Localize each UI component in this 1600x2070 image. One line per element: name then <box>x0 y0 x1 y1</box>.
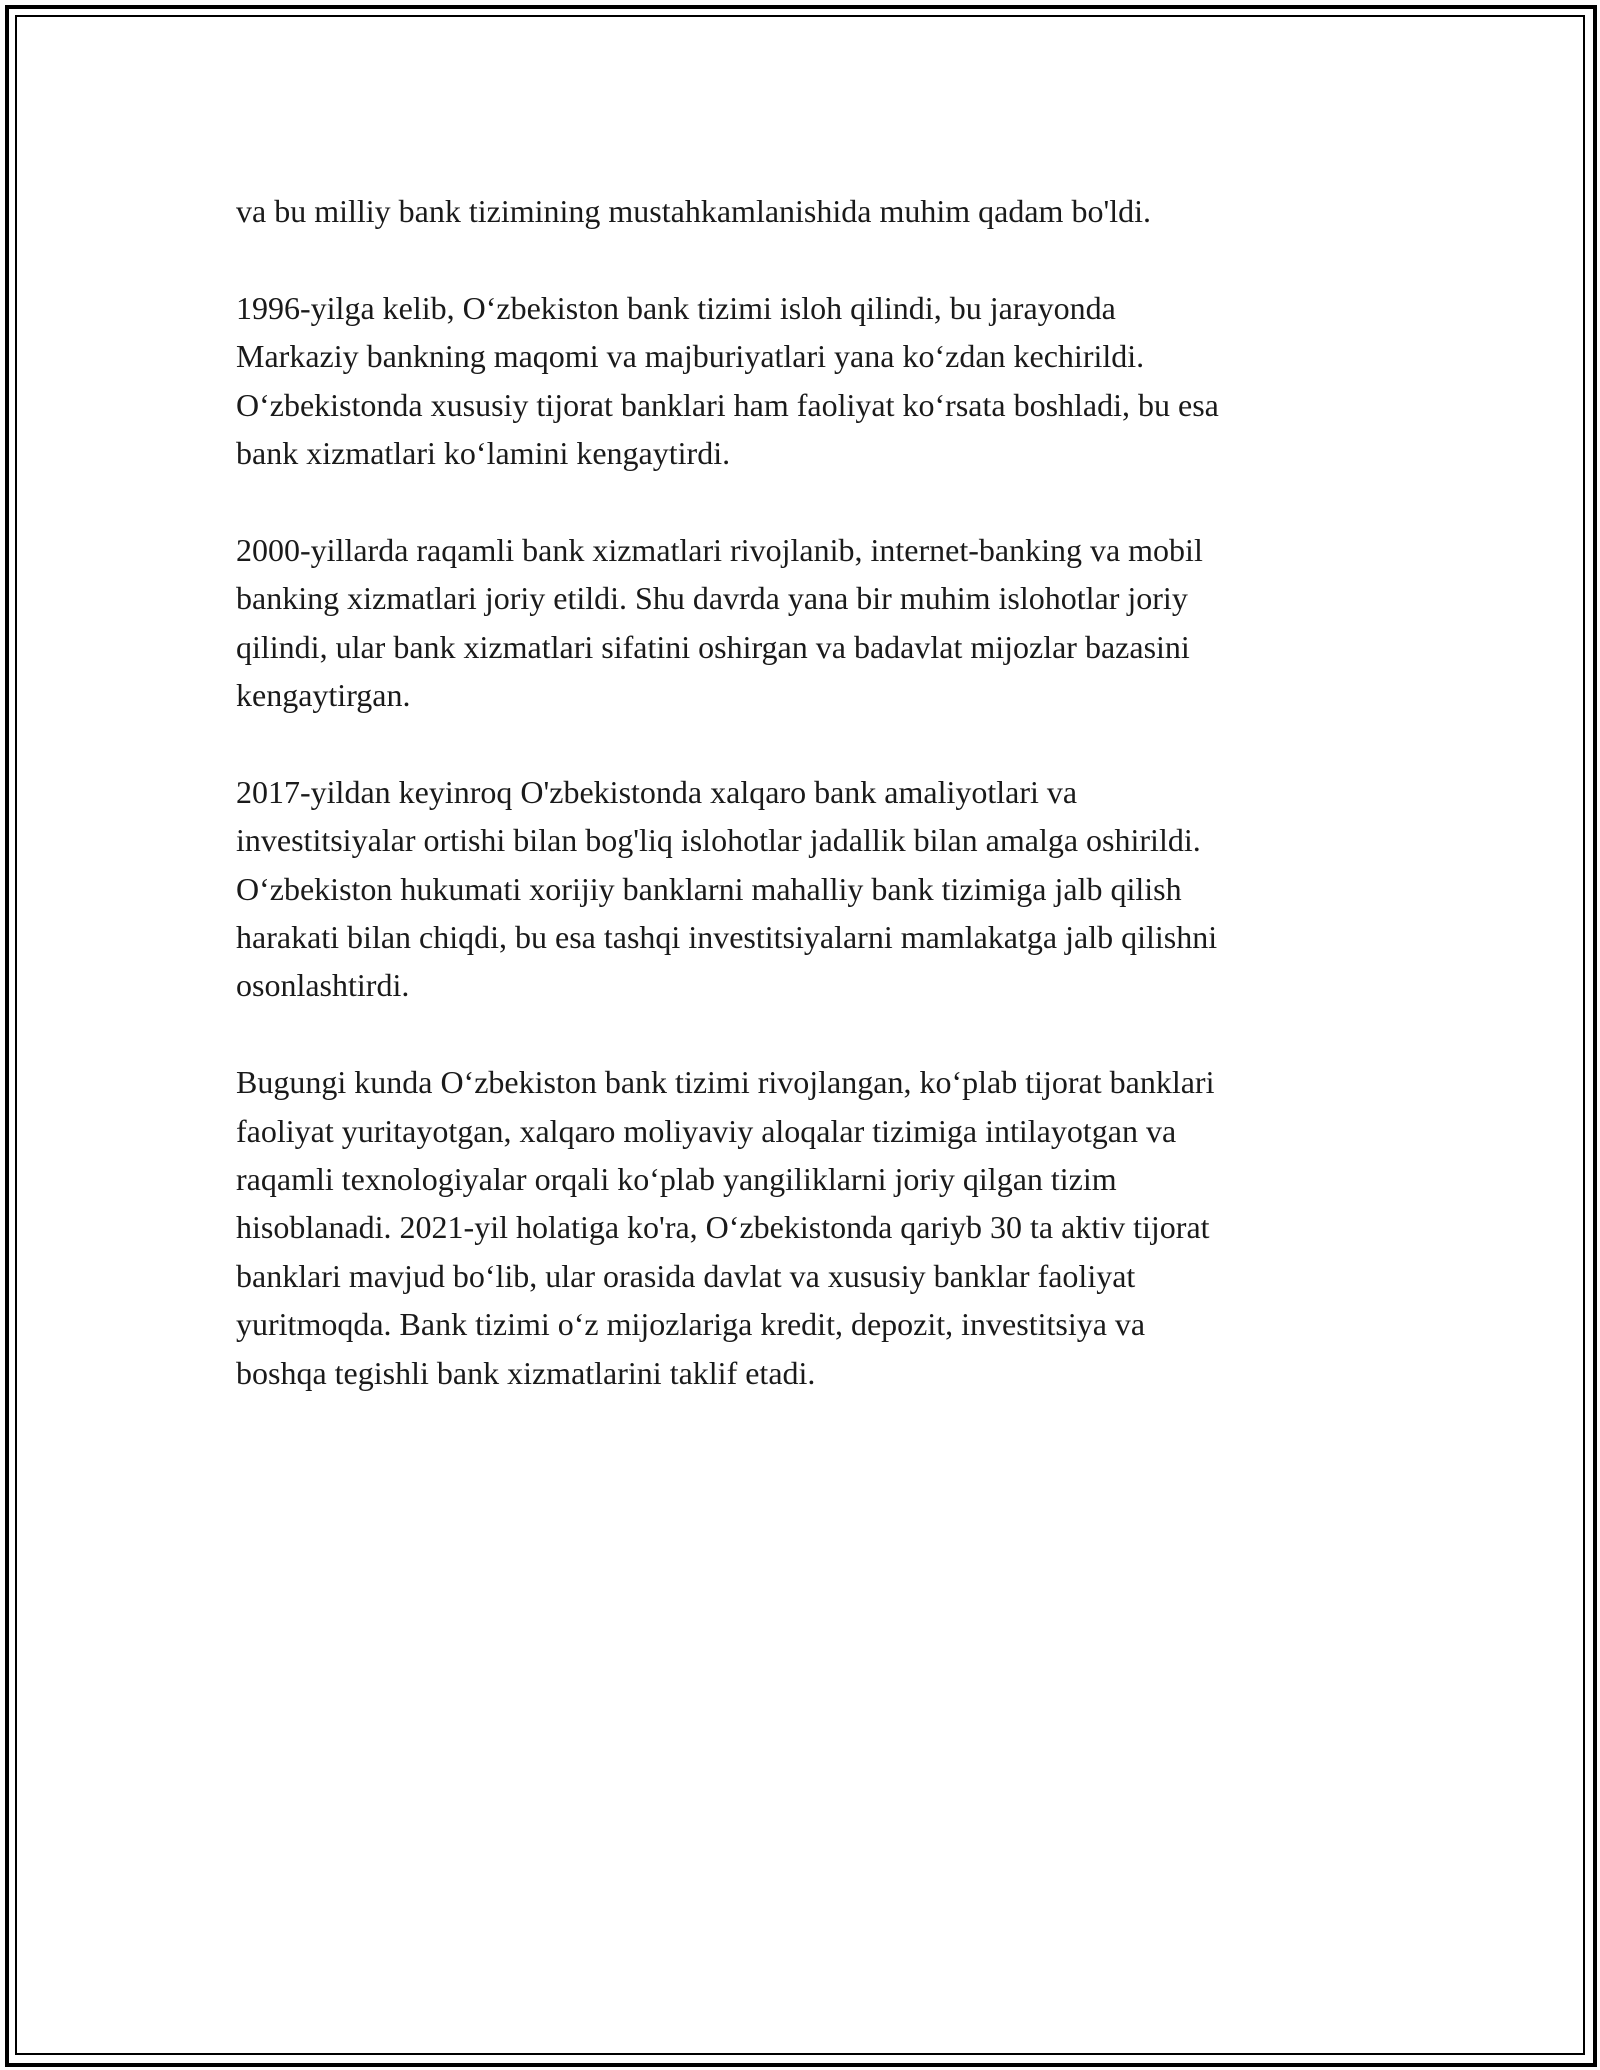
paragraph-2017-reforms: 2017-yildan keyinroq O'zbekistonda xalqaro bank amaliyotlari va investitsiyalar ortishi bilan bog'liq islohotlar jadallik bilan amalga oshirildi. Oʻzbekiston hukumati xorijiy banklarni mahalliy bank tizimiga jalb qilish harakati bilan chiqdi, bu esa tashqi investitsiyalarni mamlakatga jalb qilishni osonlashtirdi. <box>236 773 1218 1004</box>
paragraph-current-state: Bugungi kunda Oʻzbekiston bank tizimi rivojlangan, koʻplab tijorat banklari faoliyat yuritayotgan, xalqaro moliyaviy aloqalar tizimiga intilayotgan va raqamli texnologiyalar orqali koʻplab yangiliklarni joriy qilgan tizim hisoblanadi. 2021-yil holatiga ko'ra, Oʻzbekistonda qariyb 30 ta aktiv tijorat banklari mavjud boʻlib, ular orasida davlat va xususiy banklar faoliyat yuritmoqda. Bank tizimi oʻz mijozlariga kredit, depozit, investitsiya va boshqa tegishli bank xizmatlarini taklif etadi. <box>236 1064 1215 1391</box>
paragraph-2000s-digital-banking: 2000-yillarda raqamli bank xizmatlari rivojlanib, internet-banking va mobil banking xizmatlari joriy etildi. Shu davrda yana bir muhim islohotlar joriy qilindi, ular bank xizmatlari sifatini oshirgan va badavlat mijozlar bazasini kengaytirgan. <box>236 531 1203 714</box>
paragraph-intro-continuation: va bu milliy bank tizimining mustahkamlanishida muhim qadam bo'ldi. <box>236 193 1151 229</box>
document-body <box>236 187 1386 1445</box>
paragraph-1996-reform: 1996-yilga kelib, Oʻzbekiston bank tizimi isloh qilindi, bu jarayonda Markaziy bankning maqomi va majburiyatlari yana koʻzdan kechirildi. Oʻzbekistonda xususiy tijorat banklari ham faoliyat koʻrsata boshladi, bu esa bank xizmatlari koʻlamini kengaytirdi. <box>236 289 1219 472</box>
